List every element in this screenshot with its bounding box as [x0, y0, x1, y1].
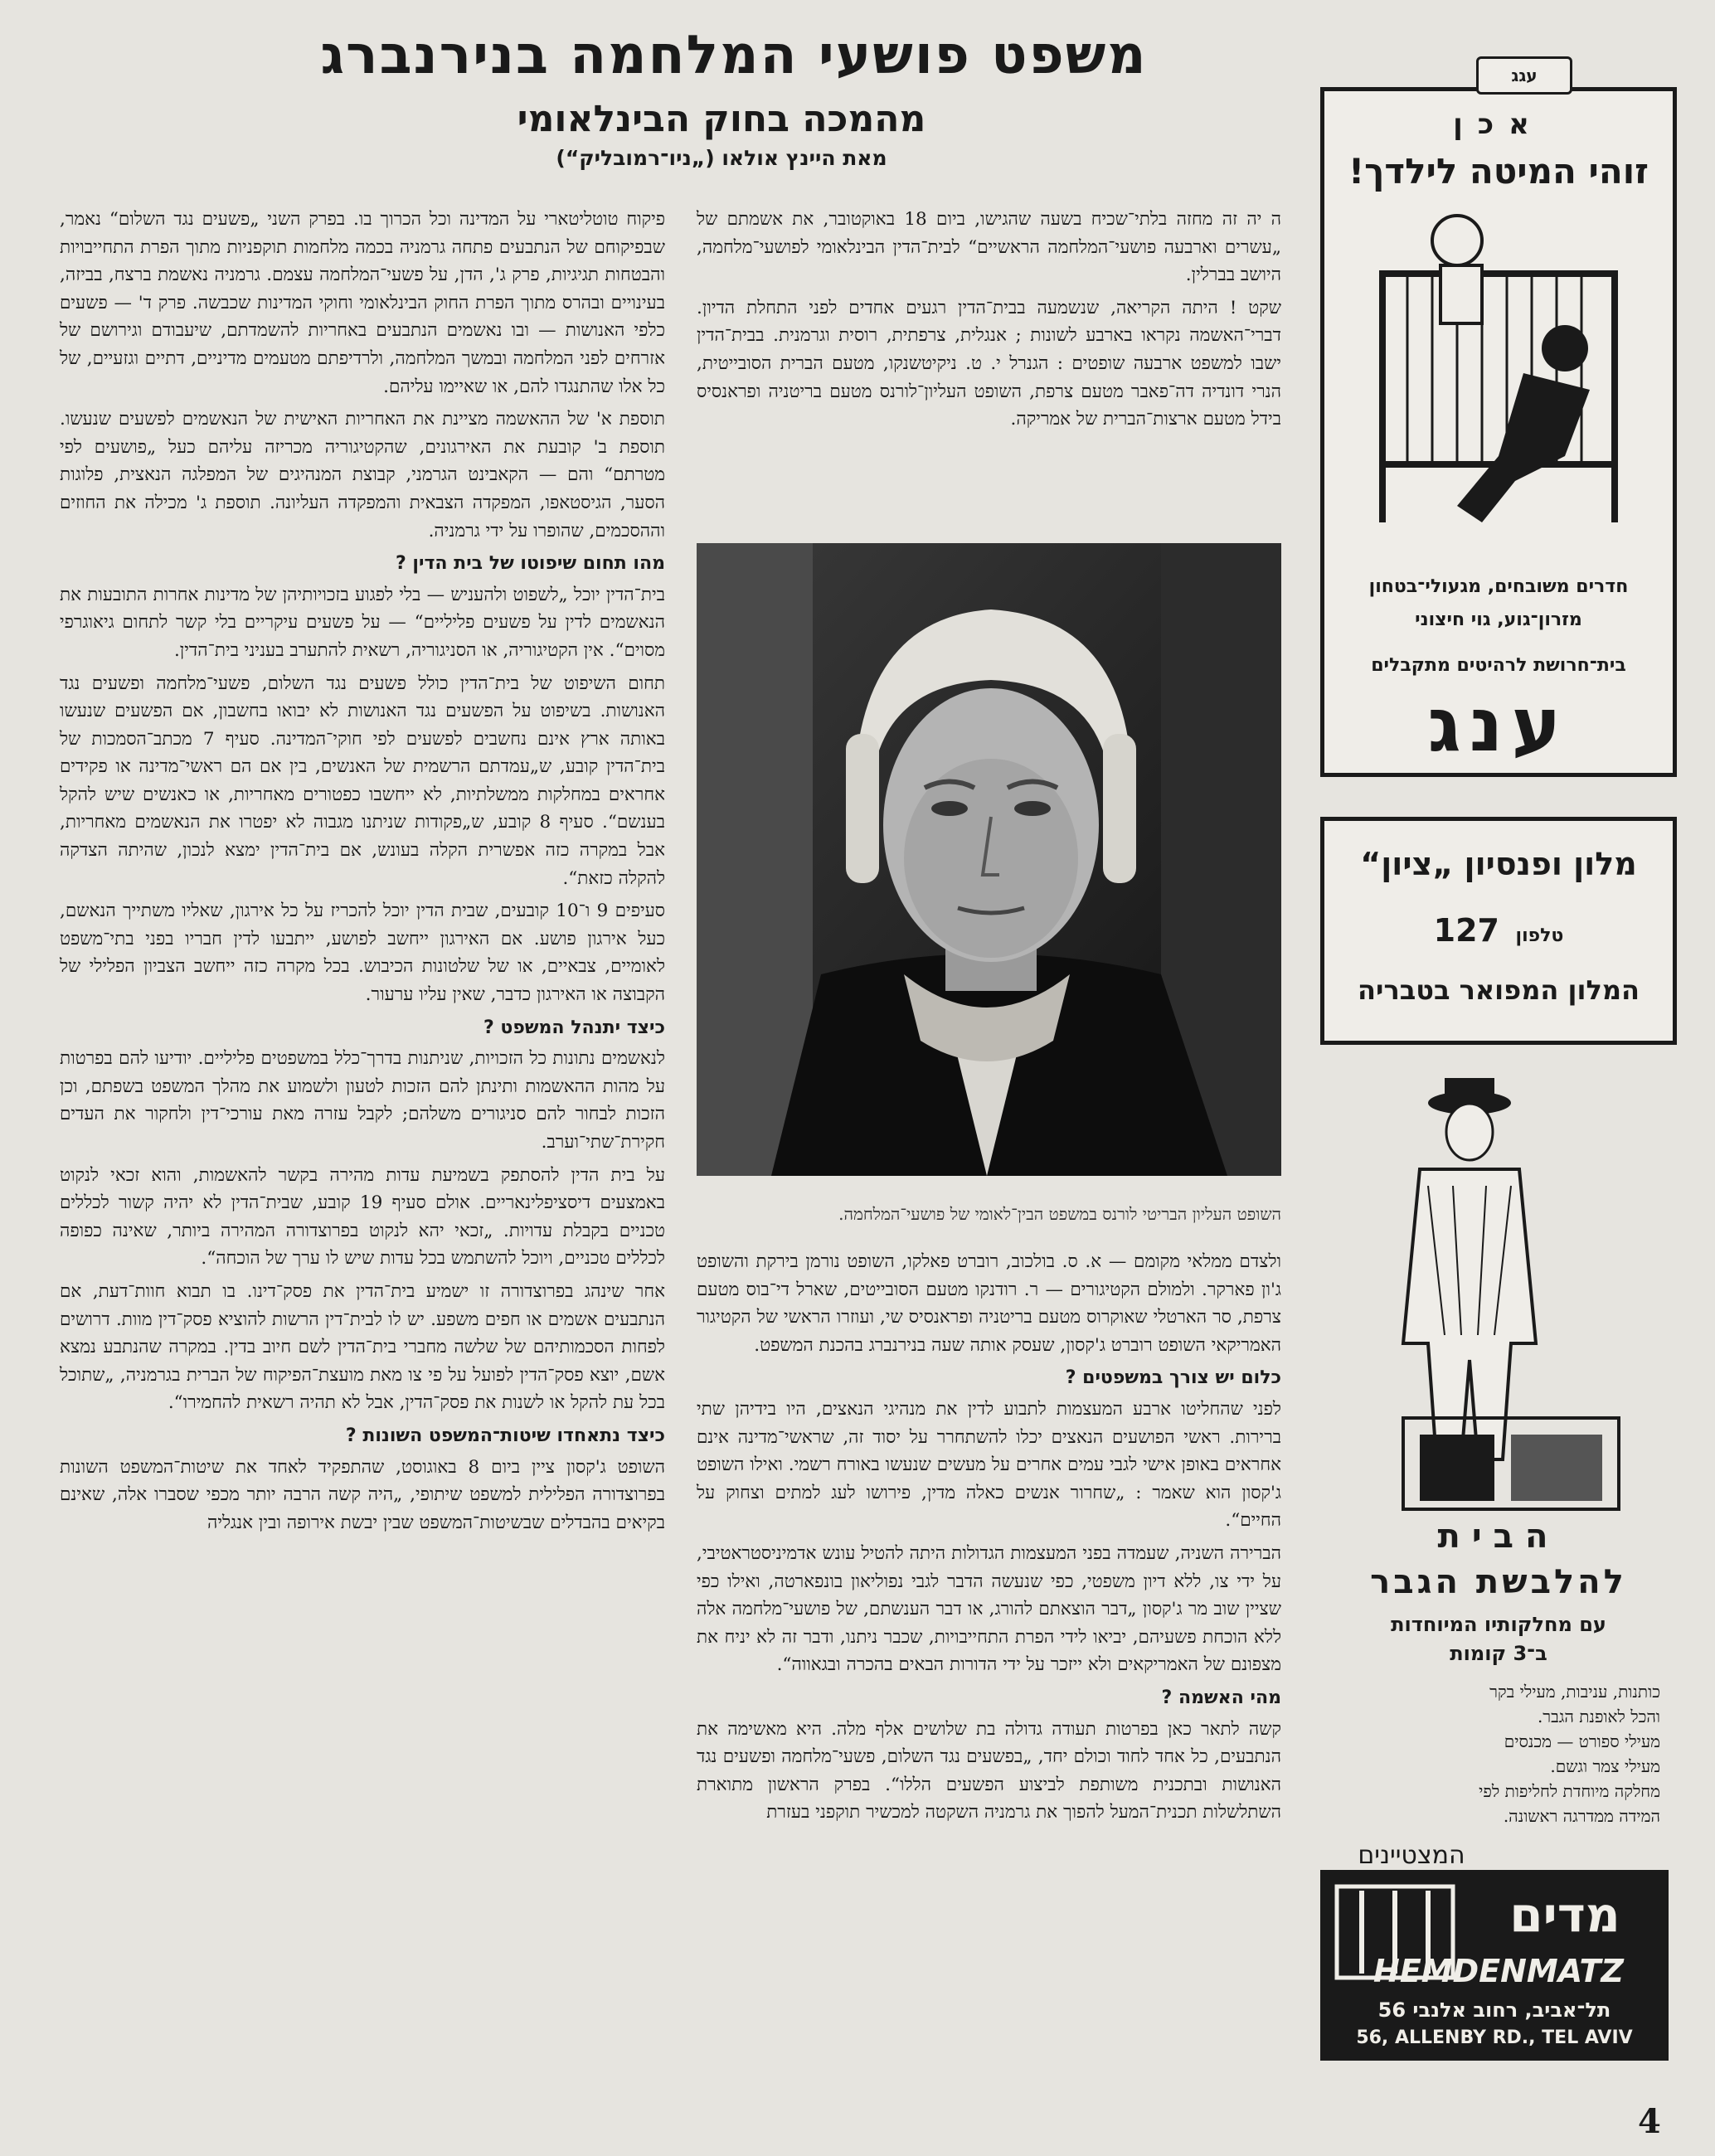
article-paragraph: שקט ! היתה הקריאה, שנשמעה בבית־הדין רגעים אחדים לפני התחלת הדיון. דברי־האשמה נקראו בארבע לשונות ; אנגלית, צרפתית, רוסית וגרמנית. בבית־הדין ישבו למשפט ארבעה שופטים : הגנרל י. ט. ניקיטשנקו, מטעם הברית הסובייטית, הנרי דונדיה דה־פאבר מטעם צרפת, השופט העליון־לורנס מטעם בריטניה ופראנסיס בידל מטעם ארצות־הברית של אמריקה.: [697, 297, 1281, 430]
clothing-tag-1: המצטיינים: [1358, 1841, 1465, 1870]
hotel-phone-label: טלפון: [1515, 925, 1564, 946]
brand-hebrew: מדים: [1509, 1886, 1620, 1943]
section-heading: כיצד נתאחדו שיטות־המשפט השונות ?: [345, 1425, 665, 1446]
ad-factory-line: בית־חרושת לרהיטים מתקבלים: [1371, 655, 1626, 676]
article-paragraph: קשה לתאר כאן בפרטות תעודה גדולה בת שלושים אלף מלה. היא מאשימה את הנתבעים, כל אחד לחוד וכולם יחד, „בפשעים נגד השלום, פשעי־מלחמה ופשעים נגד האנושות ובתכנית משותפת לביצוע הפשעים הללו“. בפרק הראשון מתוארת השתלשלות תכנית־המעל להפוך את גרמניה השקטה למכשיר תוקפני בעזרת: [697, 1718, 1281, 1823]
gentleman-illustration-icon: [1370, 1070, 1635, 1517]
ad-top-line: אכן: [1453, 108, 1544, 141]
article-subheadline: מהמכה בחוק הבינלאומי: [517, 98, 926, 140]
hotel-advertisement: [1320, 817, 1677, 1045]
article-paragraph: ולצדם ממלאי מקומם — א. ס. בולכוב, רוברט פאלקו, השופט נורמן בירקת והשופט ג'ון פארקר. ולמולם הקטיגורים — ר. רודנקו מטעם הסובייטים, שארל די־בוס מטעם צרפת, סר הארטלי שאוקרוס מטעם בריטניה ופראנסיס שי, ועוזרו הראשי של הקטיגור האמריקאי השופט רוברט ג'קסון, שעסק אותה שעה בנירנברג בהכנת המשפט.: [697, 1251, 1281, 1356]
article-paragraph: פיקוח טוטליטארי על המדינה וכל הכרוך בו. בפרק השני „פשעים נגד השלום“ נאמר, שבפיקוחם של הנתבעים פתחה גרמניה בכמה מלחמות תוקפניות מתוך הפרת התחייבויות והבטחות תגיגיות, פרק ג', הדן, על פשעי־המלחמה עצמם. גרמניה נאשמת ברצח, בביזה, בעינויים ובהרס מתוך הפרת החוק הבינלאומי וחוקי המדינות שכבשה. פרק ד' — פשעים כלפי האנושות — ובו נאשמים הנתבעים באחריות להשמדתם, שיעבודם וגירושם של אזרחים לפני המלחמה ובמשך המלחמה, ולרדיפתם מטעמים מדיניים, דתיים וגזעיים, של כל אלו שהתנגדו להם, או שאיימו עליהם.: [60, 209, 665, 397]
address-hebrew: תל־אביב, רחוב אלנבי 56: [1377, 1998, 1611, 2022]
page-number: 4: [1638, 2102, 1661, 2141]
article-byline: מאת היינץ אולאו („ניו־רמובליק“): [556, 146, 887, 170]
article-paragraph: על בית הדין להסתפק בשמיעת עדות מהירה בקשר להאשמות, והוא זכאי לנקוט באמצעים דיסציפלינאריים. אולם סעיף 19 קובע, שבית־הדין לא יהיה קשור לכללים טכניים בקבלת עדויות. „זכאי יהא לנקוט בפרוצדורה המהירה ביותר, שאינה כפופה לכללים טכניים, ויוכל להשתמש בכל עדות שיש לו ערך של הוכחה“.: [60, 1164, 665, 1270]
ad-products: חדרים משובחים, מגעולי־בטחון: [1368, 576, 1629, 597]
article-paragraph: לפני שהחליטו ארבע המעצמות לתבוע לדין את מנהיגי הנאצים, היו בידיהן שתי ברירות. ראשי הפושעים הנאצים יכלו להשתחרר על יסוד זה, שראשי־מדינה אינם אחראים באופן אישי לגבי עמים אחרים על מעשים שנעשו באורח רשמי. ואילו השופט ג'קסון הוא שאמר : „שחרור אנשים כאלה מדין, פירושו לעג למתים וצחוק על החיים“.: [697, 1398, 1281, 1532]
ad-slogan: זוהי המיטה לילדך!: [1348, 151, 1649, 192]
clothing-line-2: ב־3 קומות: [1450, 1642, 1547, 1665]
ad-products-2: מזרון־גוע, גוי חיצוני: [1415, 609, 1582, 630]
article-paragraph: תוספת א' של ההאשמה מציינת את האחריות האישית של הנאשמים לפשעים שנעשו. תוספת ב' קובעת את האירגונים, שהקטיגוריה מכריזה עליהם כעל „פושעים לפי מטרתם“ והם — הקאבינט הגרמני, קבוצת המנהיגים של המפלגה הנאצית, פלוגות הסער, הגיסטאפו, המפקדה הצבאית והמפקדה העליונה. תוספת ג' מכילה את החוזים וההסכמים, שהופרו על ידי גרמניה.: [60, 409, 665, 541]
crib-advertisement: [1320, 87, 1677, 777]
hotel-tagline: המלון המפואר בטבריה: [1358, 974, 1640, 1006]
clothing-line-1: עם מחלקותיו המיוחדות: [1391, 1613, 1606, 1636]
clothing-item: המידה ממדרגה ראשונה.: [1503, 1806, 1660, 1826]
hotel-phone: [1374, 912, 1623, 949]
article-column-left: [60, 206, 665, 1542]
article-column-right-top: [697, 206, 1281, 439]
article-paragraph: תחום השיפוט של בית־הדין כולל פשעים נגד השלום, פשעי־מלחמה ופשעים נגד האנושות. בשיפוט על הפשעים נגד האנושות לא יבואו בחשבון, אם הפשעים שנעשו באותה ארץ אינם נחשבים לפשעים לפי חוקי־המדינה. סעיף 7 מכתב־הסמכות של בית־הדין קובע, ש„עמדתם הרשמית של האנשים, בין אם הם ראשי־מדינה או פקידים אחראים במחלקות ממשלתיות, לא ייחשבו כפטורים מאחריות, או כאנשים שיש להקל בענשם“. סעיף 8 קובע, ש„פקודות שניתנו מגבוה לא יפטרו את הנאשמים מאחריות, אבל במקרה כזה אפשרית הקלה בעונש, אם בית־הדין ימצא לנכון, שהיתה הצדקה להקלה כזאת“.: [60, 673, 666, 889]
judge-portrait-image: [697, 543, 1281, 1176]
clothing-item: כותנות, עניבות, מעילי בקר: [1489, 1682, 1660, 1702]
clothing-items: [1345, 1679, 1660, 1828]
crib-illustration-icon: [1358, 207, 1640, 539]
section-heading: כלום יש צורך במשפטים ?: [1065, 1367, 1281, 1389]
address-latin: 56, ALLENBY RD., TEL AVIV: [1356, 2027, 1633, 2048]
article-paragraph: סעיפים 9 ו־10 קובעים, שבית הדין יוכל להכריז על כל אירגון, שאליו משתייך הנאשם, כעל אירגון פושע. אם האירגון ייחשב לפושע, ייתבעו לדין חבריו בפני בתי־משפט לאומיים, צבאיים, או של שלטונות הכיבוש. בכל מקרה כזה ייחשב הצביון הפלילי של הקבוצה או האירגון כדבר, שאין עליו ערעור.: [60, 901, 665, 1006]
clothing-headline-1: הבית: [1437, 1517, 1560, 1556]
article-column-right-bottom: [697, 1248, 1281, 1832]
section-heading: מהו תחום שיפוטו של בית הדין ?: [396, 553, 665, 575]
article-paragraph: בית־הדין יוכל „לשפוט ולהעניש — בלי לפגוע בזכויותיהן של מדינות אחרות התובעות את הנאשמים לדין על פשעים פליליים“ — על פשעים עיקריים בלי קשר לתחום גיאוגרפי מסוים“. אין הקטיגוריה, או הסניגוריה, רשאית להתערב בעניני בית־הדין.: [60, 584, 665, 661]
clothing-headline-2: להלבשת הגבר: [1370, 1563, 1627, 1601]
clothing-item: מחלקה מיוחדת לחליפות לפי: [1479, 1781, 1660, 1801]
article-paragraph: השופט ג'קסון ציין ביום 8 באוגוסט, שהתפקיד לאחד את שיטות־המשפט השונות בפרוצדורה הפלילית למשפט שיתופי, „היה קשה הרבה יותר מכפי שסברו אלה, שאינם בקיאים בהבדלים שבשיטות־המשפט שבין יבשת אירופה ובין אנגליה: [60, 1456, 665, 1533]
clothing-item: והכל לאופנת הגבר.: [1537, 1707, 1660, 1726]
judge-lawrence-photo: [697, 543, 1281, 1176]
clothing-item: מעילי ספורט — מכנסים: [1504, 1731, 1660, 1751]
hotel-name: מלון ופנסיון „ציון“: [1360, 846, 1637, 882]
ad-brand-big: ענג: [1427, 682, 1570, 769]
clothing-item: מעילי צמר וגשם.: [1550, 1756, 1660, 1776]
article-paragraph: אחר שינהג בפרוצדורה זו ישמיע בית־הדין את פסק־דינו. בו תבוא חוות־דעת, אם הנתבעים אשמים או חפים משפע. יש לו לבית־דין הרשות להוציא פסק־דין מוות. דרושים לפחות הסכמותיהם של שלשה מחברי בית־הדין לשם חיוב בדין. במקרה שהנתבע נמצא אשם, יוצא פסק־הדין לפועל על פי צו מאת מועצת־הפיקוח של הברית בגרמניה, „שתוכל בכל עת להקל או לשנות את פסק־הדין, אבל לא תהיה רשאית להחמירו“.: [60, 1280, 665, 1414]
section-heading: מהי האשמה ?: [1161, 1687, 1281, 1708]
ad-brand-logo: עגג: [1476, 56, 1572, 95]
article-headline: משפט פושעי המלחמה בנירנברג: [320, 25, 1148, 86]
article-paragraph: ה יה זה מחזה בלתי־שכיח בשעה שהגישו, ביום 18 באוקטובר, את אשמתם של „עשרים וארבעה פושעי־המלחמה הראשיים“ לבית־הדין הבינלאומי לפושעי־מלחמה, היושב בברלין.: [697, 209, 1282, 286]
article-paragraph: לנאשמים נתונות כל הזכויות, שניתנות בדרך־כלל במשפטים פליליים. יודיעו להם בפרטות על מהות ההאשמות ותינתן להם הזכות לטעון ולשמוע את מהלך המשפט בשפתם, וכן הזכות לבחור להם סניגורים משלהם; לקבל עזרה מאת עורכי־דין ולחקור את העדים חקירת־שתי־וערב.: [60, 1048, 665, 1153]
brand-latin: HEMDENMATZ: [1373, 1953, 1624, 1989]
section-heading: כיצד יתנהל המשפט ?: [483, 1017, 665, 1038]
photo-caption: השופט העליון הבריטי לורנס במשפט הבין־לאומי של פושעי־המלחמה.: [838, 1204, 1281, 1224]
hotel-phone-number: 127: [1433, 912, 1499, 949]
hemdenmatz-logo-block: [1320, 1870, 1669, 2061]
article-paragraph: הברירה השניה, שעמדה בפני המעצמות הגדולות היתה להטיל עונש אדמיניסטראטיבי, על ידי צו, ללא דיון משפטי, כפי שנעשה הדבר לגבי נפוליאון בונפארטה, ואילו כפי שציין שוב מר ג'קסון „דבר הוצאתם להורג, או דבר הענשתם, של פושעי־מלחמה אלה ללא הוכחת פשעיהם, יביאו לידי הפרת התחייבויות, שכבר ניתנו, ודבר זה לא יניח את מצפונם של האמריקאים ולא ייזכר על ידי הדורות הבאים בהכרה ובגאווה“.: [697, 1542, 1281, 1676]
